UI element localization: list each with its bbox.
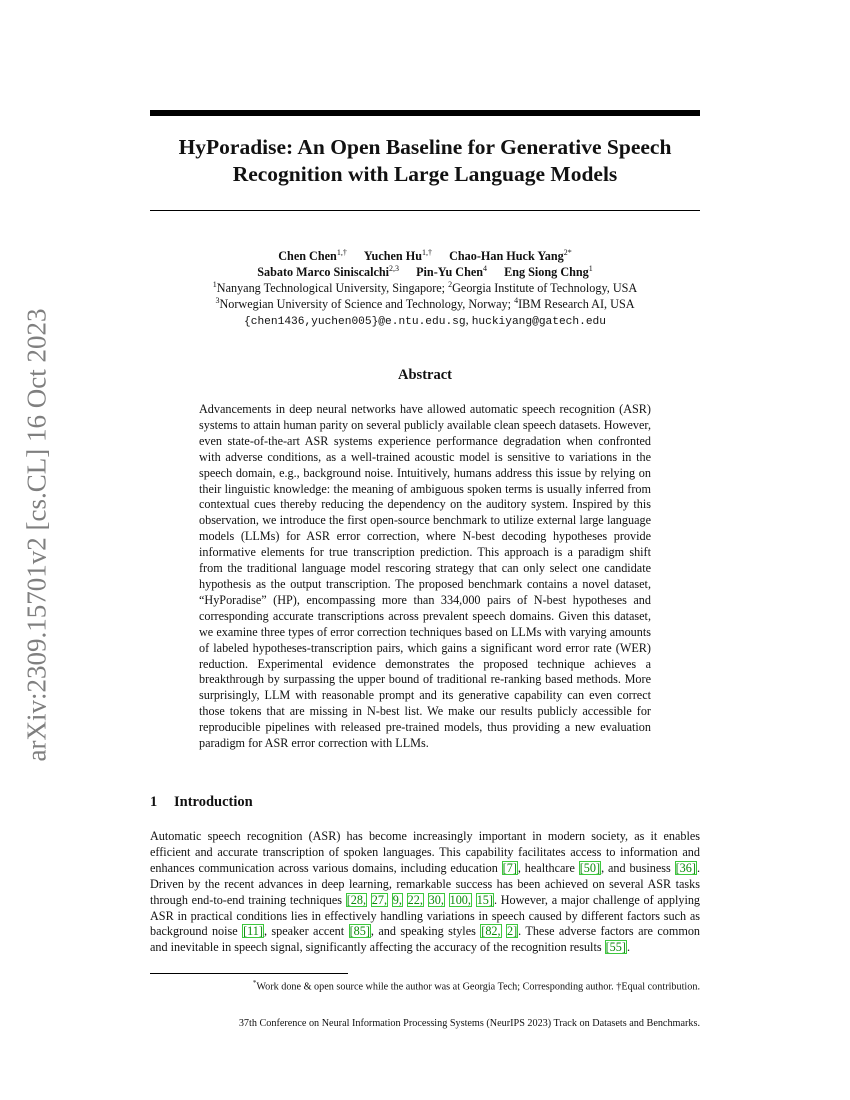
author-name: Sabato Marco Siniscalchi: [257, 265, 390, 279]
author-affil-sup: 1,†: [422, 247, 433, 257]
author-name: Eng Siong Chng: [504, 265, 589, 279]
arxiv-identifier: arXiv:2309.15701v2 [cs.CL] 16 Oct 2023: [21, 308, 52, 762]
intro-text: . Driven by the recent advances in deep learning, remarkable success has been achieved on several ASR tasks through end-to-end training techniques: [150, 860, 700, 907]
author-name: Pin-Yu Chen: [416, 265, 484, 279]
introduction-paragraph: [150, 829, 700, 956]
affil-sup: 2: [448, 279, 453, 289]
affil-sup: 1: [212, 279, 217, 289]
author-line-1: [150, 248, 700, 264]
footnote: [150, 977, 700, 993]
citation-link[interactable]: [11]: [243, 924, 263, 939]
intro-text: . However, a major challenge of applying ASR in practical conditions lies in effectively handling variations in speech caused by different factors such as background noise: [150, 892, 701, 939]
author-name: Chen Chen: [278, 249, 337, 263]
title-bottom-rule: [150, 210, 700, 211]
footnote-text: Work done & open source while the author was at Georgia Tech; Corresponding author. †Equal contribution.: [256, 981, 700, 993]
author-affil-sup: 4: [483, 263, 488, 273]
paper-title: [150, 134, 700, 188]
citation-link[interactable]: 2]: [506, 924, 518, 939]
citation-link[interactable]: 15]: [476, 892, 493, 907]
affiliation: IBM Research AI, USA: [518, 297, 635, 311]
citation-link[interactable]: 27,: [371, 892, 387, 907]
affiliation: Georgia Institute of Technology, USA: [452, 281, 638, 295]
email-address[interactable]: {chen1436,yuchen005}@e.ntu.edu.sg: [244, 316, 466, 328]
title-top-rule: [150, 110, 700, 116]
affiliation: Norwegian University of Science and Technology, Norway;: [219, 297, 515, 311]
intro-text: , healthcare: [517, 860, 579, 875]
conference-note: 37th Conference on Neural Information Processing Systems (NeurIPS 2023) Track on Datasets and Benchmarks.: [238, 1018, 700, 1029]
title-line-2: Recognition with Large Language Models: [232, 162, 618, 186]
affiliation-line-2: [150, 296, 700, 312]
intro-text: , speaker accent: [263, 924, 349, 939]
author-affil-sup: 2*: [563, 247, 572, 257]
intro-text: , and speaking styles: [370, 924, 481, 939]
author-affil-sup: 1,†: [336, 247, 347, 257]
citation-link[interactable]: [28,: [346, 892, 367, 907]
author-block: [150, 248, 700, 330]
author-name: Yuchen Hu: [363, 249, 423, 263]
citation-link[interactable]: [36]: [675, 860, 696, 875]
affil-sup: 3: [215, 295, 220, 305]
intro-text: . These adverse factors are common and inevitable in speech signal, significantly affecting the accuracy of the recognition results: [150, 924, 701, 955]
title-line-1: HyPoradise: An Open Baseline for Generative Speech: [178, 135, 672, 159]
intro-text: Automatic speech recognition (ASR) has become increasingly important in modern society, as it enables efficient and accurate transcription of spoken languages. This capability facilitates access to information and enhances communication across various domains, including education: [150, 829, 700, 875]
intro-text: .: [626, 940, 630, 955]
citation-link[interactable]: [85]: [349, 924, 370, 939]
footnote-marker: *: [252, 979, 257, 987]
citation-link[interactable]: 30,: [428, 892, 444, 907]
citation-link[interactable]: [50]: [579, 860, 601, 875]
section-number: 1: [150, 794, 158, 810]
author-name: Chao-Han Huck Yang: [449, 249, 564, 263]
affiliation: Nanyang Technological University, Singapore;: [216, 281, 449, 295]
footnote-rule: [150, 973, 348, 974]
citation-link[interactable]: 100,: [449, 892, 471, 907]
intro-text: , and business: [601, 860, 675, 875]
citation-link[interactable]: [82,: [481, 924, 501, 939]
author-line-2: [150, 264, 700, 280]
author-affil-sup: 1: [588, 263, 593, 273]
citation-link[interactable]: [7]: [502, 860, 517, 875]
citation-link[interactable]: 9,: [392, 892, 402, 907]
abstract-body: Advancements in deep neural networks have allowed automatic speech recognition (ASR) systems to attain human parity on several publicly available clean speech datasets. However, even state-of-the-art ASR systems experience performance degradation when confronted with adverse conditions, as a well-trained acoustic model is sensitive to variations in the speech domain, e.g., background noise. Intuitively, humans address this issue by relying on their linguistic knowledge: the meaning of ambiguous spoken terms is usually inferred from contextual cues thereby reducing the dependency on the auditory system. Inspired by this observation, we introduce the first open-source benchmark to utilize external large language models (LLMs) for ASR error correction, where N-best decoding hypotheses provide informative elements for true transcription prediction. This approach is a paradigm shift from the traditional language model rescoring strategy that can only select one candidate hypothesis as the output transcription. The proposed benchmark contains a novel dataset, “HyPoradise” (HP), encompassing more than 334,000 pairs of N-best hypotheses and corresponding accurate transcriptions across prevalent speech domains. Given this dataset, we examine three types of error correction techniques based on LLMs with varying amounts of labeled hypotheses-transcription pairs, which gains a significant word error rate (WER) reduction. Experimental evidence demonstrates the proposed technique achieves a breakthrough by surpassing the upper bound of traditional re-ranking based methods. More surprisingly, LLM with reasonable prompt and its generative capability can even correct those tokens that are missing in N-best list. We make our results publicly accessible for reproducible pipelines with released pre-trained models, thus providing a new evaluation paradigm for ASR error correction with LLMs.: [199, 402, 651, 751]
citation-link[interactable]: [55]: [605, 940, 626, 955]
section-heading: [150, 794, 253, 811]
email-separator: ,: [465, 313, 472, 327]
email-line: [150, 312, 700, 330]
author-affil-sup: 2,3: [389, 263, 400, 273]
citation-link[interactable]: 22,: [407, 892, 423, 907]
email-address[interactable]: huckiyang@gatech.edu: [471, 316, 606, 328]
affiliation-line-1: [150, 280, 700, 296]
section-title: Introduction: [174, 794, 253, 810]
abstract-heading: Abstract: [398, 367, 452, 383]
affil-sup: 4: [514, 295, 519, 305]
